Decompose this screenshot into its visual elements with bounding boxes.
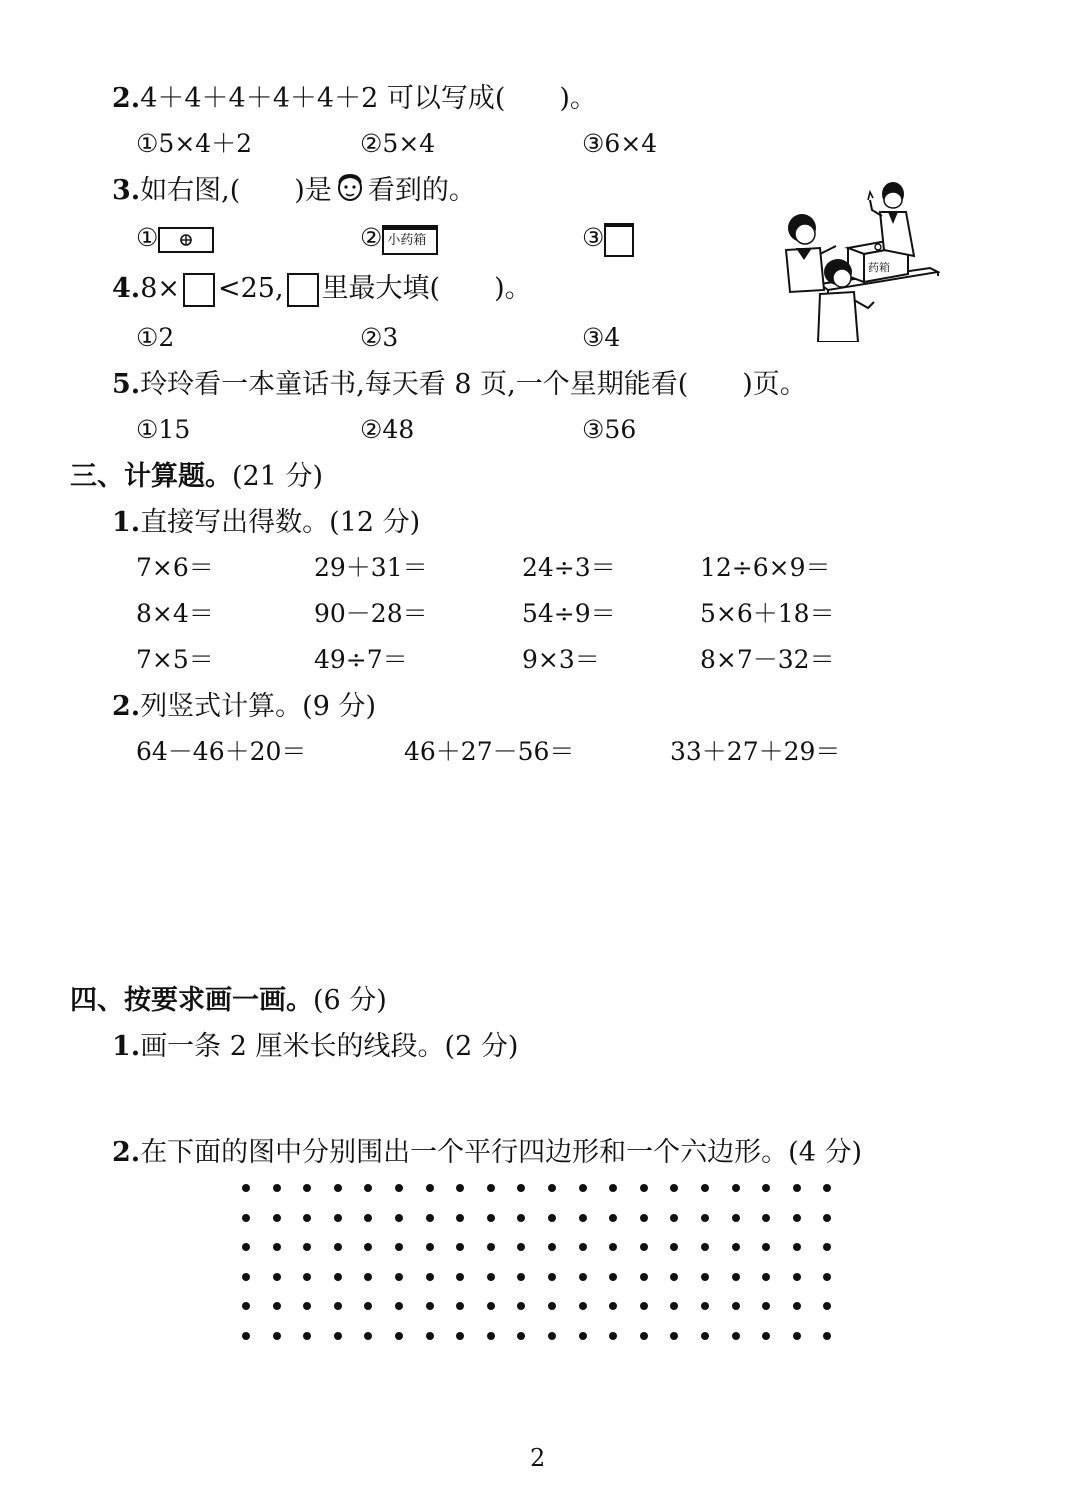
grid-dot[interactable] <box>670 1214 678 1222</box>
grid-dot[interactable] <box>609 1243 617 1251</box>
q4-option-1[interactable]: ①2 <box>136 323 175 352</box>
grid-dot[interactable] <box>334 1332 342 1340</box>
grid-dot[interactable] <box>548 1184 556 1192</box>
calc-item[interactable]: 24÷3＝ <box>522 553 616 582</box>
grid-dot[interactable] <box>487 1302 495 1310</box>
grid-dot[interactable] <box>273 1332 281 1340</box>
grid-dot[interactable] <box>456 1332 464 1340</box>
grid-dot[interactable] <box>456 1302 464 1310</box>
section-score: (6 分) <box>313 985 387 1016</box>
grid-dot[interactable] <box>273 1214 281 1222</box>
grid-dot[interactable] <box>732 1332 740 1340</box>
q3-option-1[interactable] <box>136 222 214 254</box>
grid-dot[interactable] <box>762 1302 770 1310</box>
question-3 <box>112 172 476 211</box>
grid-dot[interactable] <box>303 1332 311 1340</box>
grid-dot[interactable] <box>426 1184 434 1192</box>
grid-dot[interactable] <box>517 1332 525 1340</box>
grid-dot[interactable] <box>426 1214 434 1222</box>
question-4 <box>112 272 532 307</box>
grid-dot[interactable] <box>732 1214 740 1222</box>
grid-dot[interactable] <box>487 1243 495 1251</box>
vertical-calc-item[interactable]: 33＋27＋29＝ <box>670 737 841 766</box>
option-marker: ③ <box>582 223 605 252</box>
grid-dot[interactable] <box>334 1273 342 1281</box>
box-top-view-icon <box>604 223 634 257</box>
answer-box[interactable] <box>287 273 319 307</box>
grid-dot[interactable] <box>609 1184 617 1192</box>
grid-dot[interactable] <box>701 1184 709 1192</box>
grid-dot[interactable] <box>487 1184 495 1192</box>
q5-option-1[interactable]: ①15 <box>136 415 191 444</box>
grid-dot[interactable] <box>364 1184 372 1192</box>
grid-dot[interactable] <box>487 1273 495 1281</box>
grid-dot[interactable] <box>456 1214 464 1222</box>
grid-dot[interactable] <box>334 1302 342 1310</box>
calc-item[interactable]: 90－28＝ <box>314 599 428 628</box>
grid-dot[interactable] <box>579 1302 587 1310</box>
grid-dot[interactable] <box>395 1273 403 1281</box>
grid-dot[interactable] <box>579 1243 587 1251</box>
box-front-view-icon <box>158 227 214 253</box>
q4-option-3[interactable]: ③4 <box>582 323 621 352</box>
grid-dot[interactable] <box>670 1243 678 1251</box>
box-side-label: 药箱 <box>868 261 890 274</box>
question-text: <25, <box>218 273 284 304</box>
grid-dot[interactable] <box>670 1273 678 1281</box>
grid-dot[interactable] <box>670 1332 678 1340</box>
question-text: 玲玲看一本童话书,每天看 8 页,一个星期能看( )页。 <box>140 369 807 400</box>
grid-dot[interactable] <box>701 1332 709 1340</box>
calc-item[interactable]: 9×3＝ <box>522 645 600 674</box>
part-number: 2. <box>112 1137 141 1168</box>
calc-item[interactable]: 7×5＝ <box>136 645 214 674</box>
grid-dot[interactable] <box>732 1184 740 1192</box>
q2-option-1[interactable]: ①5×4＋2 <box>136 129 253 158</box>
grid-dot[interactable] <box>426 1302 434 1310</box>
grid-dot[interactable] <box>762 1273 770 1281</box>
calc-item[interactable]: 29＋31＝ <box>314 553 428 582</box>
vertical-calc-item[interactable]: 64－46＋20＝ <box>136 737 307 766</box>
grid-dot[interactable] <box>732 1302 740 1310</box>
grid-dot[interactable] <box>242 1332 250 1340</box>
box-label: 小药箱 <box>387 232 427 248</box>
grid-dot[interactable] <box>701 1302 709 1310</box>
q4-option-2[interactable]: ②3 <box>360 323 399 352</box>
grid-dot[interactable] <box>762 1332 770 1340</box>
grid-dot[interactable] <box>273 1302 281 1310</box>
grid-dot[interactable] <box>548 1214 556 1222</box>
section-4-part-2 <box>112 1136 862 1170</box>
grid-dot[interactable] <box>456 1273 464 1281</box>
grid-dot[interactable] <box>548 1243 556 1251</box>
part-title: 直接写出得数。(12 分) <box>140 507 421 538</box>
grid-dot[interactable] <box>701 1214 709 1222</box>
calc-item[interactable]: 12÷6×9＝ <box>700 553 831 582</box>
question-number: 4. <box>112 273 141 304</box>
option-marker: ② <box>360 223 383 252</box>
grid-dot[interactable] <box>670 1302 678 1310</box>
vertical-calc-item[interactable]: 46＋27－56＝ <box>404 737 575 766</box>
grid-dot[interactable] <box>762 1243 770 1251</box>
grid-dot[interactable] <box>640 1184 648 1192</box>
grid-dot[interactable] <box>640 1273 648 1281</box>
grid-dot[interactable] <box>548 1302 556 1310</box>
section-title: 四、按要求画一画。 <box>70 985 313 1016</box>
grid-dot[interactable] <box>823 1302 831 1310</box>
part-number: 1. <box>112 507 141 538</box>
part-title: 在下面的图中分别围出一个平行四边形和一个六边形。(4 分) <box>140 1137 863 1168</box>
grid-dot[interactable] <box>793 1184 801 1192</box>
grid-dot[interactable] <box>395 1332 403 1340</box>
grid-dot[interactable] <box>640 1243 648 1251</box>
grid-dot[interactable] <box>701 1273 709 1281</box>
part-number: 2. <box>112 691 141 722</box>
grid-dot[interactable] <box>273 1273 281 1281</box>
grid-dot[interactable] <box>334 1184 342 1192</box>
section-score: (21 分) <box>232 461 324 492</box>
grid-dot[interactable] <box>640 1332 648 1340</box>
grid-dot[interactable] <box>334 1214 342 1222</box>
grid-dot[interactable] <box>273 1243 281 1251</box>
section-title: 三、计算题。 <box>70 461 232 492</box>
grid-dot[interactable] <box>426 1243 434 1251</box>
question-text: 里最大填( )。 <box>321 273 532 304</box>
part-number: 1. <box>112 1031 141 1062</box>
calc-item[interactable]: 7×6＝ <box>136 553 214 582</box>
grid-dot[interactable] <box>823 1273 831 1281</box>
question-text: 如右图,( )是 <box>140 175 332 206</box>
grid-dot[interactable] <box>732 1273 740 1281</box>
question-number: 3. <box>112 175 141 206</box>
grid-dot[interactable] <box>303 1214 311 1222</box>
grid-dot[interactable] <box>242 1243 250 1251</box>
grid-dot[interactable] <box>823 1243 831 1251</box>
grid-dot[interactable] <box>793 1332 801 1340</box>
grid-dot[interactable] <box>793 1302 801 1310</box>
grid-dot[interactable] <box>426 1273 434 1281</box>
section-3-part-2 <box>112 690 376 724</box>
q3-option-2[interactable] <box>360 222 438 255</box>
section-4-part-1 <box>112 1030 518 1064</box>
q2-option-3[interactable]: ③6×4 <box>582 129 658 158</box>
grid-dot[interactable] <box>793 1243 801 1251</box>
q5-option-3[interactable]: ③56 <box>582 415 637 444</box>
question-number: 5. <box>112 369 141 400</box>
grid-dot[interactable] <box>517 1273 525 1281</box>
grid-dot[interactable] <box>762 1184 770 1192</box>
grid-dot[interactable] <box>426 1332 434 1340</box>
grid-dot[interactable] <box>732 1243 740 1251</box>
grid-dot[interactable] <box>487 1214 495 1222</box>
grid-dot[interactable] <box>273 1184 281 1192</box>
page-number: 2 <box>530 1444 546 1472</box>
grid-dot[interactable] <box>548 1273 556 1281</box>
q5-option-2[interactable]: ②48 <box>360 415 415 444</box>
question-text: 看到的。 <box>367 175 476 206</box>
q3-option-3[interactable] <box>582 222 634 257</box>
grid-dot[interactable] <box>303 1302 311 1310</box>
part-title: 画一条 2 厘米长的线段。(2 分) <box>140 1031 519 1062</box>
question-5 <box>112 368 807 402</box>
grid-dot[interactable] <box>609 1332 617 1340</box>
option-marker: ① <box>136 223 159 252</box>
grid-dot[interactable] <box>670 1184 678 1192</box>
grid-dot[interactable] <box>364 1302 372 1310</box>
calc-item[interactable]: 8×4＝ <box>136 599 214 628</box>
grid-dot[interactable] <box>701 1243 709 1251</box>
grid-dot[interactable] <box>517 1214 525 1222</box>
calc-item[interactable]: 8×7－32＝ <box>700 645 835 674</box>
grid-dot[interactable] <box>395 1214 403 1222</box>
calc-item[interactable]: 5×6＋18＝ <box>700 599 835 628</box>
grid-dot[interactable] <box>364 1332 372 1340</box>
dot-grid[interactable] <box>230 1172 850 1352</box>
section-3-part-1 <box>112 506 420 540</box>
grid-dot[interactable] <box>456 1243 464 1251</box>
grid-dot[interactable] <box>579 1273 587 1281</box>
grid-dot[interactable] <box>395 1243 403 1251</box>
grid-dot[interactable] <box>242 1214 250 1222</box>
question-number: 2. <box>112 83 141 114</box>
boy-face-icon <box>334 172 366 211</box>
question-text: 8× <box>140 273 180 304</box>
grid-dot[interactable] <box>487 1332 495 1340</box>
grid-dot[interactable] <box>364 1243 372 1251</box>
question-text: 4＋4＋4＋4＋4＋2 可以写成( )。 <box>140 83 597 114</box>
grid-dot[interactable] <box>823 1184 831 1192</box>
grid-dot[interactable] <box>364 1214 372 1222</box>
part-title: 列竖式计算。(9 分) <box>140 691 377 722</box>
grid-dot[interactable] <box>395 1302 403 1310</box>
grid-dot[interactable] <box>303 1243 311 1251</box>
grid-dot[interactable] <box>517 1302 525 1310</box>
grid-dot[interactable] <box>548 1332 556 1340</box>
grid-dot[interactable] <box>517 1184 525 1192</box>
grid-dot[interactable] <box>793 1214 801 1222</box>
grid-dot[interactable] <box>242 1273 250 1281</box>
grid-dot[interactable] <box>364 1273 372 1281</box>
grid-dot[interactable] <box>609 1214 617 1222</box>
grid-dot[interactable] <box>640 1302 648 1310</box>
grid-dot[interactable] <box>242 1302 250 1310</box>
grid-dot[interactable] <box>579 1184 587 1192</box>
section-4-heading <box>70 984 387 1018</box>
children-medicine-box-illustration <box>780 176 940 342</box>
grid-dot[interactable] <box>640 1214 648 1222</box>
question-2 <box>112 82 597 116</box>
grid-dot[interactable] <box>303 1184 311 1192</box>
calc-item[interactable]: 49÷7＝ <box>314 645 408 674</box>
grid-dot[interactable] <box>579 1332 587 1340</box>
grid-dot[interactable] <box>242 1184 250 1192</box>
box-side-view-icon <box>382 225 438 255</box>
grid-dot[interactable] <box>395 1184 403 1192</box>
grid-dot[interactable] <box>762 1214 770 1222</box>
grid-dot[interactable] <box>793 1273 801 1281</box>
grid-dot[interactable] <box>823 1332 831 1340</box>
grid-dot[interactable] <box>823 1214 831 1222</box>
grid-dot[interactable] <box>303 1273 311 1281</box>
grid-dot[interactable] <box>609 1302 617 1310</box>
grid-dot[interactable] <box>609 1273 617 1281</box>
calc-item[interactable]: 54÷9＝ <box>522 599 616 628</box>
section-3-heading <box>70 460 323 494</box>
grid-dot[interactable] <box>579 1214 587 1222</box>
grid-dot[interactable] <box>334 1243 342 1251</box>
grid-dot[interactable] <box>456 1184 464 1192</box>
answer-box[interactable] <box>183 273 215 307</box>
grid-dot[interactable] <box>517 1243 525 1251</box>
q2-option-2[interactable]: ②5×4 <box>360 129 436 158</box>
